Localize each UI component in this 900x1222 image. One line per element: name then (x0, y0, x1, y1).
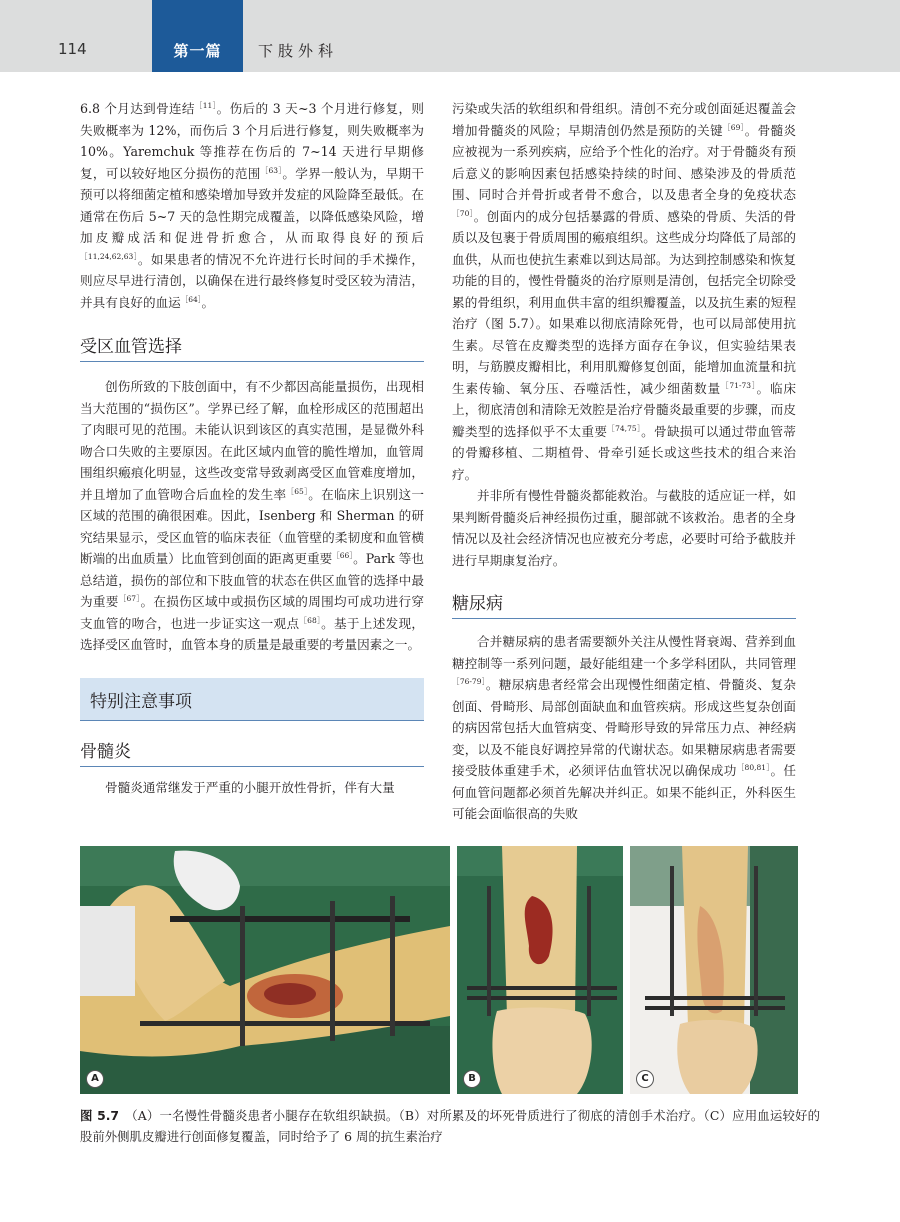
citation: ［63］ (260, 165, 283, 175)
figure-caption-label: 图 5.7 (80, 1108, 120, 1123)
paragraph-union-timing: 6.8 个月达到骨连结$^{[11]}$。伤后的 3 天~3 个月进行修复，则失败概率为 12%，而伤后 3 个月后进行修复，则失败概率为 10%。Yaremchuk 等推荐在伤后的 7~14 天进行早期修复，可以较好地区分损伤的范围$^{[63]}$。学界一般认为，早期干预可以将细菌定植和感染增加导致并发症的风险降至最低。在通常在伤后 5~7 天的急性期完成覆盖，以降低感染风险，增加皮瓣成活和促进骨折愈合，从而取得良好的预后$^{[11,24,62,63]}$。如果患者的情况不允许进行长时间的手术操作，则应尽早进行清创，以确保在进行最终修复时受区较为清洁，并具有良好的血运$^{[64]}$。 (80, 101, 425, 310)
leg-external-fixator-photo (80, 846, 450, 1094)
page-header (0, 0, 900, 72)
citation: ［67］ (118, 594, 141, 603)
flap-covered-leg-photo (630, 846, 798, 1094)
heading-recipient-vessel: 受区血管选择 (80, 330, 424, 362)
citation: ［69］ (722, 122, 745, 132)
paragraph-osteomyelitis-start: 骨髓炎通常继发于严重的小腿开放性骨折，伴有大量 (105, 779, 395, 795)
citation: ［74,75］ (607, 423, 642, 433)
paragraph-amputation: 并非所有慢性骨髓炎都能救治。与截肢的适应证一样，如果判断骨髓炎后神经损伤过重，腿部就不该救治。患者的全身情况以及社会经济情况也应被充分考虑，必要时可给予截肢并进行早期康复治疗。 (452, 488, 796, 568)
paragraph-diabetes: 合并糖尿病的患者需要额外关注从慢性肾衰竭、营养到血糖控制等一系列问题，最好能组建一个多学科团队，共同管理$^{[76-79]}$。糖尿病患者经常会出现慢性细菌定植、骨髓炎、复杂创面、骨畸形、局部创面缺血和血管疾病。形成这些复杂创面的病因常包括大血管病变、骨畸形导致的异常压力点、神经病变，以及不能良好调控异常的代谢状态。如果糖尿病患者需要接受肢体重建手术，必须评估血管状况以确保成功$^{[80,81]}$。任何血管问题都必须首先解决并纠正。如果不能纠正，外科医生可能会面临很高的失败 (452, 634, 797, 821)
citation: ［71-73］ (721, 380, 757, 390)
citation: ［65］ (286, 486, 309, 496)
figure-label-c: C (636, 1070, 654, 1088)
part-label: 第一篇 (173, 42, 222, 60)
heading-osteomyelitis: 骨髓炎 (80, 735, 424, 767)
figure-photo-b (457, 846, 623, 1094)
citation: ［70］ (452, 208, 474, 218)
heading-special-considerations: 特别注意事项 (80, 678, 424, 721)
figure-label-a: A (86, 1070, 104, 1088)
citation: ［68］ (299, 615, 322, 625)
figure-label-b: B (463, 1070, 481, 1088)
page-number: 114 (58, 40, 87, 58)
running-section-title: 下肢外科 (258, 42, 339, 60)
paragraph-zone-of-injury: 创伤所致的下肢创面中，有不少都因高能量损伤，出现相当大范围的“损伤区”。学界已经了解，血栓形成区的范围超出了肉眼可见的范围。未能认识到该区的真实范围，是显微外科吻合口失败的主要原因。在此区域内血管的脆性增加，血管周围组织瘢痕化明显，这些改变常导致剥离受区血管难度增加，并且增加了血管吻合后血栓的发生率$^{[65]}$。在临床上识别这一区域的范围的确很困难。因此，Isenberg 和 Sherman 的研究结果显示，受区血管的临床表征（血管壁的柔韧度和血管横断端的出血质量）比血管到创面的距离更重要$^{[66]}$。Park 等也总结道，损伤的部位和下肢血管的状态在供区血管的选择中最为重要$^{[67]}$。在损伤区域中或损伤区域的周围均可成功进行穿支血管的吻合，也进一步证实这一观点$^{[68]}$。基于上述发现，选择受区血管时，血管本身的质量是最重要的考量因素之一。 (80, 379, 425, 652)
citation: ［76-79］ (452, 677, 486, 686)
citation: ［11,24,62,63］ (80, 251, 138, 261)
paragraph-osteomyelitis-treatment: 污染或失活的软组织和骨组织。清创不充分或创面延迟覆盖会增加骨髓炎的风险；早期清创仍然是预防的关键$^{[69]}$。骨髓炎应被视为一系列疾病，应给予个性化的治疗。对于骨髓炎有预后意义的影响因素包括感染持续的时间、感染涉及的骨质范围、同时合并骨折或者骨不愈合，以及患者全身的免疫状态$^{[70]}$。创面内的成分包括暴露的骨质、感染的骨质、失活的骨质以及包裹于骨质周围的瘢痕组织。这些成分均降低了局部的血供，从而也使抗生素难以到达局部。为达到控制感染和恢复功能的目的，慢性骨髓炎的治疗原则是清创，包括完全切除受累的骨组织，利用血供丰富的组织瓣覆盖，以及抗生素的短程治疗（图 5.7）。如果难以彻底清除死骨，也可以局部使用抗生素。尽管在皮瓣类型的选择方面存在争议，但实验结果表明，与筋膜皮瓣相比，利用肌瓣修复创面，能增加血流量和抗生素传输、氧分压、吞噬活性，减少细菌数量$^{[71-73]}$。临床上，彻底清创和清除无效腔是治疗骨髓炎最重要的步骤，而皮瓣类型的选择似乎不太重要$^{[74,75]}$。骨缺损可以通过带血管蒂的骨瓣移植、二期植骨、骨牵引延长或这些技术的组合来治疗。 (452, 101, 797, 482)
left-column (80, 98, 424, 798)
figure-caption (80, 1105, 820, 1147)
figure-photo-c (630, 846, 798, 1094)
citation: ［64］ (180, 294, 202, 304)
figure-caption-text: （A）一名慢性骨髓炎患者小腿存在软组织缺损。（B）对所累及的坏死骨质进行了彻底的清创手术治疗。（C）应用血运较好的股前外侧肌皮瓣进行创面修复覆盖，同时给予了 6 周的抗生素治疗 (80, 1108, 820, 1144)
figure-photo-a (80, 846, 450, 1094)
right-column (452, 98, 796, 825)
heading-diabetes: 糖尿病 (452, 587, 796, 619)
citation: ［80,81］ (736, 763, 771, 772)
debrided-leg-photo (457, 846, 623, 1094)
citation: ［66］ (332, 551, 354, 560)
citation: ［11］ (194, 101, 217, 110)
part-badge (152, 0, 243, 72)
